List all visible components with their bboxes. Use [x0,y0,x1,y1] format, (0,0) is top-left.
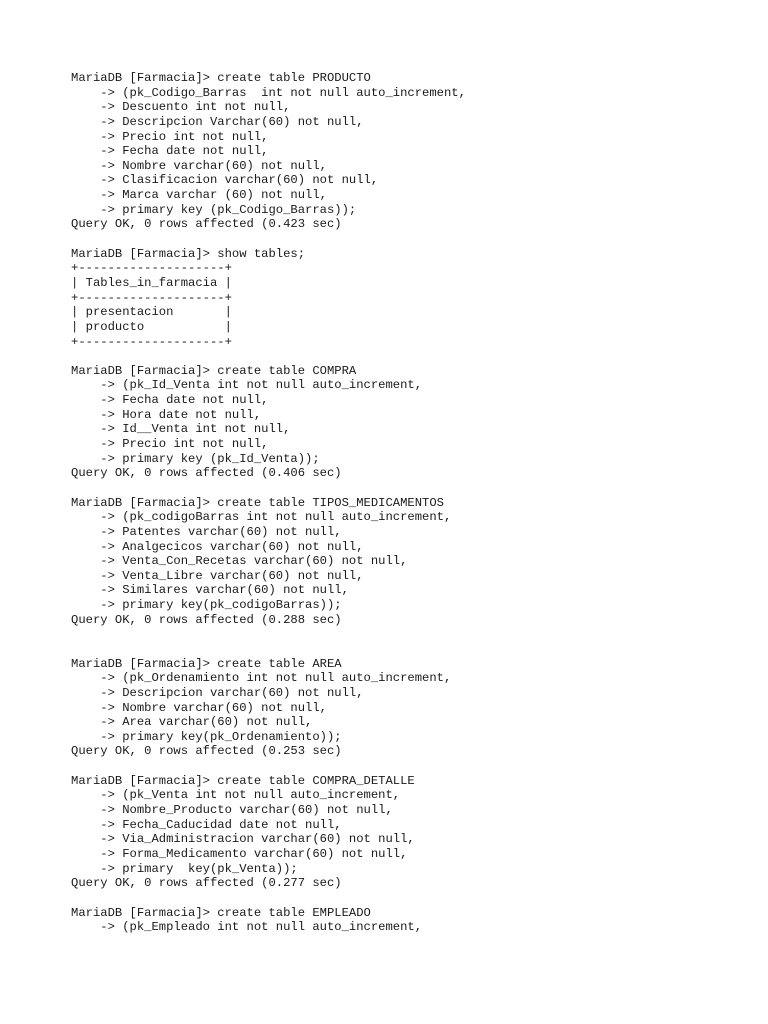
terminal-line: MariaDB [Farmacia]> create table AREA [71,656,342,671]
terminal-line: -> Nombre varchar(60) not null, [71,700,327,715]
terminal-line: -> Via_Administracion varchar(60) not null, [71,832,415,847]
terminal-line: -> (pk_Empleado int not null auto_increment, [71,920,423,935]
terminal-line: -> primary key (pk_Id_Venta)); [71,451,320,466]
terminal-line: -> Fecha_Caducidad date not null, [71,817,342,832]
terminal-line: | producto | [71,319,232,334]
terminal-line [71,759,466,774]
terminal-line: Query OK, 0 rows affected (0.406 sec) [71,466,342,481]
terminal-line [71,481,466,496]
terminal-line: -> Descripcion Varchar(60) not null, [71,114,364,129]
terminal-line [71,349,466,364]
terminal-line: | presentacion | [71,305,232,320]
terminal-line: | Tables_in_farmacia | [71,275,232,290]
terminal-line: -> (pk_codigoBarras int not null auto_increment, [71,510,452,525]
terminal-line: -> Similares varchar(60) not null, [71,583,349,598]
terminal-line: -> Area varchar(60) not null, [71,715,313,730]
terminal-line: -> Patentes varchar(60) not null, [71,524,342,539]
terminal-line: MariaDB [Farmacia]> show tables; [71,246,306,261]
terminal-line: Query OK, 0 rows affected (0.423 sec) [71,217,342,232]
terminal-line [71,232,466,247]
terminal-line: +--------------------+ [71,334,232,349]
terminal-line [71,642,466,657]
terminal-line: MariaDB [Farmacia]> create table EMPLEADO [71,905,371,920]
terminal-line: Query OK, 0 rows affected (0.277 sec) [71,876,342,891]
terminal-line: -> Descripcion varchar(60) not null, [71,685,364,700]
terminal-line: +--------------------+ [71,261,232,276]
terminal-line: Query OK, 0 rows affected (0.288 sec) [71,612,342,627]
terminal-line: -> primary key(pk_Venta)); [71,861,298,876]
terminal-line: -> Forma_Medicamento varchar(60) not null, [71,846,408,861]
terminal-line: -> Precio int not null, [71,437,269,452]
terminal-line: -> Descuento int not null, [71,100,291,115]
terminal-line: -> Fecha date not null, [71,393,269,408]
terminal-line: -> Nombre varchar(60) not null, [71,158,327,173]
terminal-line: -> Precio int not null, [71,129,269,144]
terminal-line: -> Hora date not null, [71,407,262,422]
terminal-line: MariaDB [Farmacia]> create table COMPRA [71,363,357,378]
terminal-output [71,71,466,935]
terminal-line: MariaDB [Farmacia]> create table PRODUCTO [71,71,371,85]
terminal-line: -> Venta_Libre varchar(60) not null, [71,568,364,583]
terminal-line: -> Marca varchar (60) not null, [71,188,327,203]
terminal-line [71,891,466,906]
terminal-line: +--------------------+ [71,290,232,305]
terminal-line: -> Nombre_Producto varchar(60) not null, [71,803,393,818]
terminal-line: Query OK, 0 rows affected (0.253 sec) [71,744,342,759]
terminal-line: -> primary key(pk_codigoBarras)); [71,598,342,613]
terminal-line: -> (pk_Ordenamiento int not null auto_increment, [71,671,452,686]
terminal-line: -> primary key (pk_Codigo_Barras)); [71,202,357,217]
terminal-line: -> (pk_Venta int not null auto_increment, [71,788,401,803]
terminal-line: -> Venta_Con_Recetas varchar(60) not null, [71,554,408,569]
terminal-line [71,627,466,642]
terminal-line: MariaDB [Farmacia]> create table TIPOS_MEDICAMENTOS [71,495,444,510]
terminal-line: -> (pk_Codigo_Barras int not null auto_increment, [71,85,466,100]
terminal-line: -> Analgecicos varchar(60) not null, [71,539,364,554]
terminal-line: -> primary key(pk_Ordenamiento)); [71,729,342,744]
terminal-line: -> Fecha date not null, [71,144,269,159]
terminal-line: -> (pk_Id_Venta int not null auto_increment, [71,378,423,393]
terminal-line: -> Id__Venta int not null, [71,422,291,437]
terminal-line: MariaDB [Farmacia]> create table COMPRA_DETALLE [71,773,415,788]
terminal-line: -> Clasificacion varchar(60) not null, [71,173,379,188]
